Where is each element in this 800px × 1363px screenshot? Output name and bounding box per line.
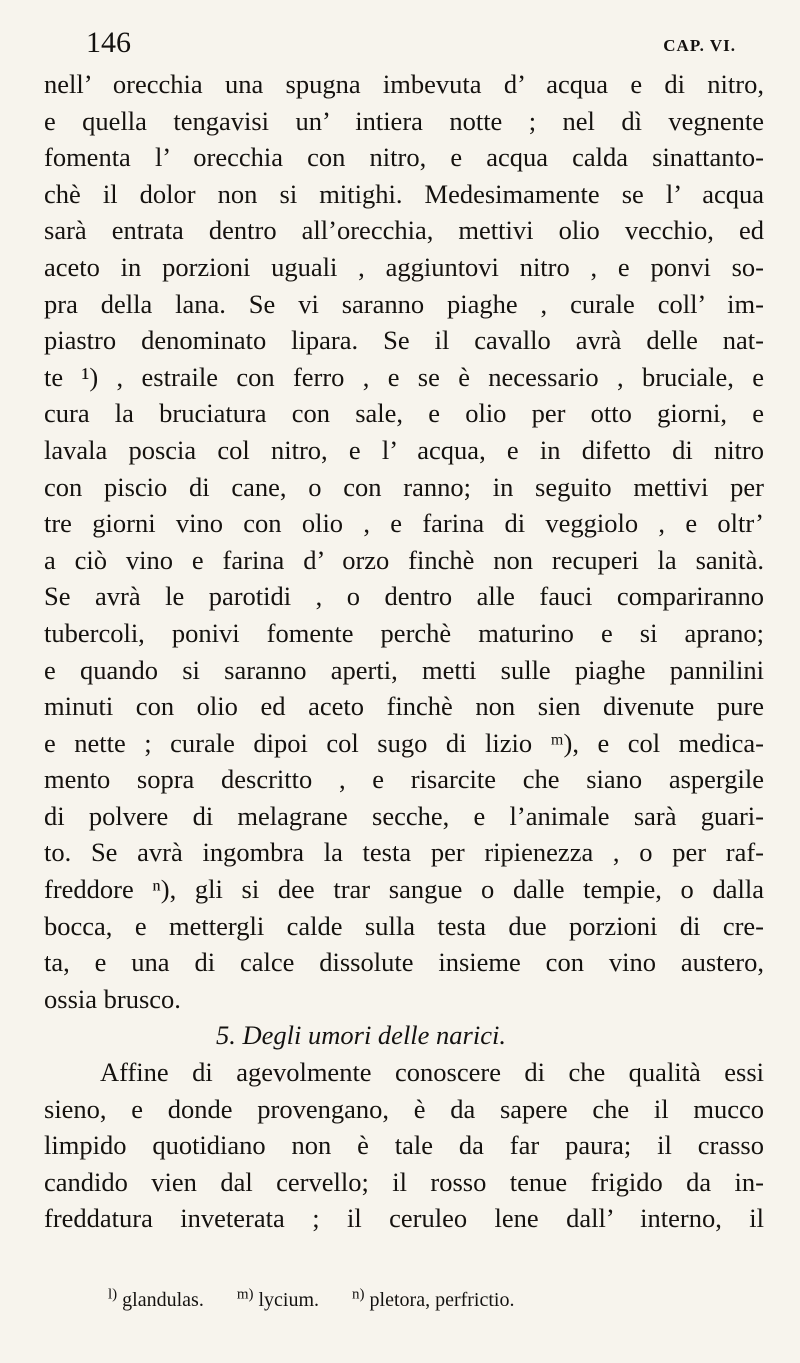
- text-line: piastro denominato lipara. Se il cavallo avrà delle nat-: [44, 325, 764, 356]
- text-line: a ciò vino e farina d’ orzo finchè non recuperi la sanità.: [44, 544, 764, 575]
- text-line: cura la bruciatura con sale, e olio per otto giorni, e: [44, 398, 764, 429]
- text-line: pra della lana. Se vi saranno piaghe , curale coll’ im-: [44, 288, 764, 319]
- text-line: limpido quotidiano non è tale da far paura; il crasso: [44, 1130, 764, 1161]
- text-line: sarà entrata dentro all’orecchia, mettivi olio vecchio, ed: [44, 215, 764, 246]
- text-line: mento sopra descritto , e risarcite che siano aspergile: [44, 764, 764, 795]
- text-line: Se avrà le parotidi , o dentro alle fauci compariranno: [44, 581, 764, 612]
- text-line: fomenta l’ orecchia con nitro, e acqua calda sinattanto-: [44, 142, 764, 173]
- footnote: [352, 1286, 515, 1312]
- text-line: con piscio di cane, o con ranno; in seguito mettivi per: [44, 471, 764, 502]
- text-line: minuti con olio ed aceto finchè non sien divenute pure: [44, 691, 764, 722]
- text-line: e quando si saranno aperti, metti sulle piaghe pannilini: [44, 654, 764, 685]
- section-heading: 5. Degli umori delle narici.: [216, 1020, 506, 1051]
- text-line: bocca, e mettergli calde sulla testa due porzioni di cre-: [44, 910, 764, 941]
- text-line: e quella tengavisi un’ intiera notte ; nel dì vegnente: [44, 105, 764, 136]
- text-line: aceto in porzioni uguali , aggiuntovi nitro , e ponvi so-: [44, 251, 764, 282]
- text-line: tubercoli, ponivi fomente perchè maturino e si aprano;: [44, 617, 764, 648]
- text-line: lavala poscia col nitro, e l’ acqua, e in difetto di nitro: [44, 434, 764, 465]
- text-line: sieno, e donde provengano, è da sapere che il mucco: [44, 1093, 764, 1124]
- footnote-mark: l): [108, 1286, 118, 1303]
- footnote-mark: n): [352, 1286, 365, 1303]
- footnote-mark: m): [236, 1286, 254, 1303]
- text-line: di polvere di melagrane secche, e l’animale sarà guari-: [44, 800, 764, 831]
- text-line: nell’ orecchia una spugna imbevuta d’ acqua e di nitro,: [44, 69, 764, 99]
- text-line: ta, e una di calce dissolute insieme con vino austero,: [44, 947, 764, 978]
- text-line: e nette ; curale dipoi col sugo di lizio ᵐ), e col medica-: [44, 727, 764, 758]
- footnotes: [108, 1286, 668, 1312]
- page-header: [86, 26, 736, 66]
- footnote: [236, 1286, 320, 1312]
- running-head: CAP. VI.: [663, 36, 736, 55]
- text-line: ossia brusco.: [44, 983, 181, 1014]
- body-text: [44, 66, 764, 1237]
- page-number: 146: [86, 26, 131, 59]
- text-line: tre giorni vino con olio , e farina di veggiolo , e oltr’: [44, 508, 764, 539]
- text-line: to. Se avrà ingombra la testa per ripienezza , o per raf-: [44, 837, 764, 868]
- footnote-text: lycium.: [258, 1289, 320, 1311]
- footnote: [108, 1286, 204, 1312]
- text-line: chè il dolor non si mitighi. Medesimamente se l’ acqua: [44, 178, 764, 209]
- footnote-text: glandulas.: [122, 1289, 204, 1311]
- text-line: candido vien dal cervello; il rosso tenue frigido da in-: [44, 1166, 764, 1197]
- text-line: freddatura inveterata ; il ceruleo lene dall’ interno, il: [44, 1203, 764, 1234]
- footnote-text: pletora, perfrictio.: [369, 1289, 515, 1311]
- text-line: Affine di agevolmente conoscere di che qualità essi: [100, 1057, 764, 1088]
- text-line: freddore ⁿ), gli si dee trar sangue o dalle tempie, o dalla: [44, 874, 764, 905]
- text-line: te ¹) , estraile con ferro , e se è necessario , bruciale, e: [44, 361, 764, 392]
